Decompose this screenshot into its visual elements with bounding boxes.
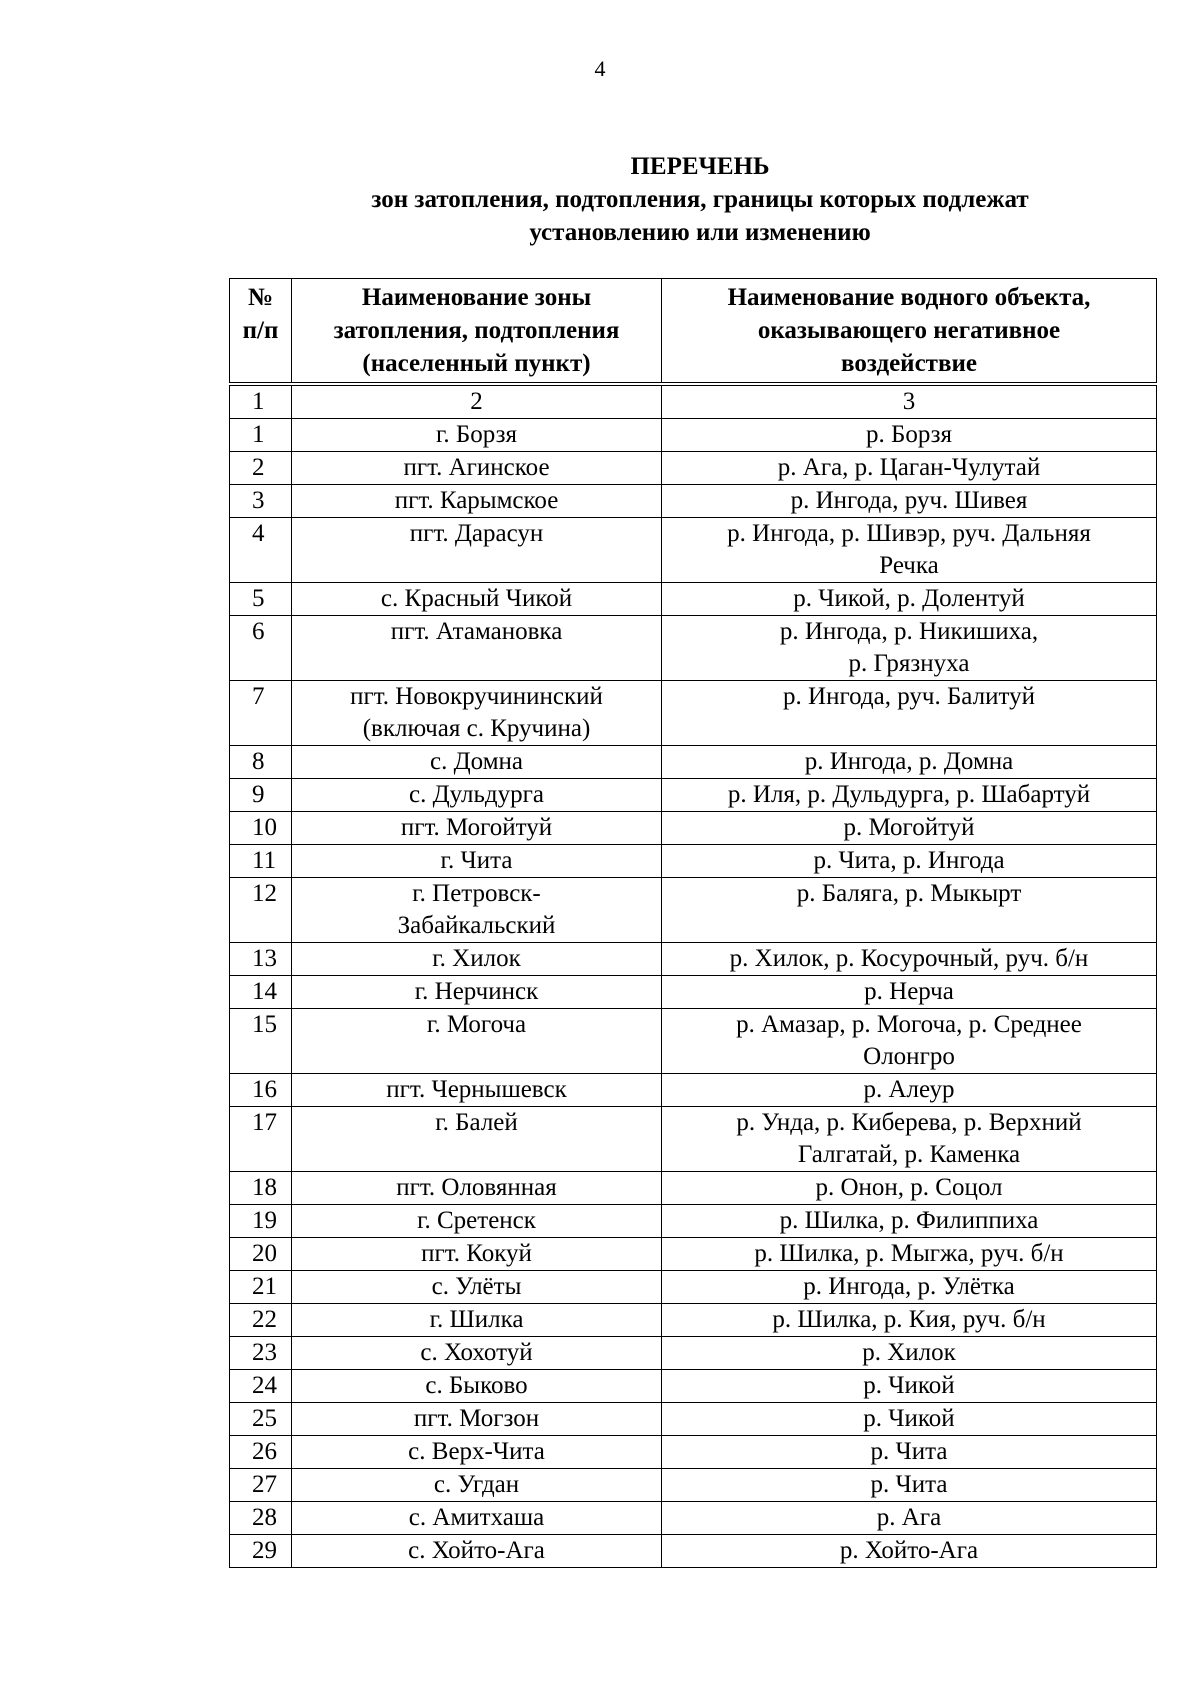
row-number-cell: 8 (230, 746, 292, 779)
water-object-cell (662, 1009, 1157, 1074)
zone-name-line: пгт. Могойтуй (400, 814, 553, 841)
zone-name-cell (292, 943, 662, 976)
water-object-line: р. Хойто-Ага (839, 1537, 979, 1564)
zone-name-cell (292, 1502, 662, 1535)
document-subtitle-line-1: зон затопления, подтопления, границы которых подлежат (371, 186, 1029, 213)
zone-name-line: с. Улёты (431, 1273, 522, 1300)
water-object-line: р. Чита (870, 1438, 948, 1465)
zone-name-cell (292, 976, 662, 1009)
zone-name-cell (292, 1370, 662, 1403)
row-number-cell: 28 (230, 1502, 292, 1535)
water-object-cell (662, 1238, 1157, 1271)
zone-name-cell (292, 1238, 662, 1271)
water-object-cell (662, 1403, 1157, 1436)
zone-name-cell (292, 518, 662, 583)
table-row (230, 943, 1157, 976)
water-object-cell (662, 1337, 1157, 1370)
water-object-line: р. Борзя (865, 421, 953, 448)
zone-name-line: с. Амитхаша (408, 1504, 545, 1531)
row-number-cell: 29 (230, 1535, 292, 1568)
water-object-cell (662, 1172, 1157, 1205)
table-row (230, 419, 1157, 452)
row-number-cell: 5 (230, 583, 292, 616)
row-number-cell: 17 (230, 1107, 292, 1172)
zone-name-line: с. Угдан (433, 1471, 520, 1498)
row-number-cell: 18 (230, 1172, 292, 1205)
zone-name-cell (292, 746, 662, 779)
water-object-cell (662, 746, 1157, 779)
table-row (230, 452, 1157, 485)
table-row (230, 1535, 1157, 1568)
table-row (230, 681, 1157, 746)
zone-name-cell (292, 1271, 662, 1304)
water-object-cell (662, 779, 1157, 812)
water-object-cell (662, 1535, 1157, 1568)
zone-name-line: (включая с. Кручина) (362, 715, 591, 742)
zone-name-line: пгт. Оловянная (396, 1174, 557, 1201)
water-object-line: р. Чита (870, 1471, 948, 1498)
table-row (230, 1009, 1157, 1074)
water-object-line: р. Чита, р. Ингода (813, 847, 1005, 874)
water-object-line: р. Чикой (863, 1372, 955, 1399)
water-object-line: р. Амазар, р. Могоча, р. Среднее (736, 1011, 1082, 1038)
water-object-cell (662, 1469, 1157, 1502)
zone-name-cell (292, 878, 662, 943)
column-number-cell: 1 (230, 384, 292, 419)
zone-name-cell (292, 845, 662, 878)
zone-name-line: г. Петровск- (412, 880, 541, 907)
zone-name-cell (292, 1009, 662, 1074)
zone-name-cell (292, 1205, 662, 1238)
table-body (230, 384, 1157, 1568)
row-number-cell: 12 (230, 878, 292, 943)
zone-name-cell (292, 1172, 662, 1205)
water-object-line: р. Ага (876, 1504, 942, 1531)
water-object-cell (662, 1074, 1157, 1107)
water-object-line: р. Ингода, руч. Шивея (790, 487, 1028, 514)
zone-name-cell (292, 1535, 662, 1568)
document-heading (230, 150, 1170, 249)
table-row (230, 1172, 1157, 1205)
zone-name-cell (292, 1436, 662, 1469)
table-row (230, 845, 1157, 878)
water-object-line: р. Грязнуха (848, 650, 970, 677)
water-object-line: р. Ага, р. Цаган-Чулутай (777, 454, 1041, 481)
water-object-cell (662, 943, 1157, 976)
water-object-cell (662, 1304, 1157, 1337)
zone-name-line: с. Красный Чикой (380, 585, 573, 612)
page-number: 4 (594, 56, 606, 81)
zone-name-line: пгт. Чернышевск (386, 1076, 567, 1103)
column-number-row (230, 384, 1157, 419)
table-row (230, 1436, 1157, 1469)
row-number-cell: 13 (230, 943, 292, 976)
zone-name-line: г. Сретенск (417, 1207, 536, 1234)
water-object-cell (662, 1205, 1157, 1238)
zone-name-line: пгт. Карымское (394, 487, 559, 514)
row-number-cell: 1 (230, 419, 292, 452)
water-object-line: р. Шилка, р. Филиппиха (779, 1207, 1039, 1234)
header-water-line: Наименование водного объекта, (727, 284, 1091, 311)
zone-name-line: Забайкальский (397, 912, 556, 939)
water-object-line: р. Шилка, р. Кия, руч. б/н (772, 1306, 1046, 1333)
row-number-cell: 16 (230, 1074, 292, 1107)
water-object-cell (662, 1107, 1157, 1172)
row-number-cell: 9 (230, 779, 292, 812)
table-header-row (230, 279, 1157, 385)
zone-name-cell (292, 1403, 662, 1436)
row-number-cell: 6 (230, 616, 292, 681)
header-number-line: п/п (242, 317, 279, 344)
column-number-cell: 2 (292, 384, 662, 419)
water-object-line: р. Иля, р. Дульдурга, р. Шабартуй (727, 781, 1091, 808)
table-row (230, 485, 1157, 518)
zone-name-cell (292, 452, 662, 485)
row-number-cell: 24 (230, 1370, 292, 1403)
zone-name-line: пгт. Кокуй (421, 1240, 532, 1267)
water-object-line: р. Алеур (863, 1076, 955, 1103)
header-water-object (662, 279, 1157, 385)
table-row (230, 1469, 1157, 1502)
water-object-line: р. Ингода, р. Шивэр, руч. Дальняя (727, 520, 1091, 547)
water-object-line: р. Чикой, р. Долентуй (793, 585, 1025, 612)
header-number-line: № (247, 284, 274, 311)
row-number-cell: 10 (230, 812, 292, 845)
water-object-cell (662, 485, 1157, 518)
water-object-line: р. Хилок, р. Косурочный, руч. б/н (729, 945, 1089, 972)
table-row (230, 1403, 1157, 1436)
water-object-cell (662, 452, 1157, 485)
table-row (230, 976, 1157, 1009)
header-water-line: оказывающего негативное (757, 317, 1061, 344)
zone-name-line: пгт. Могзон (413, 1405, 540, 1432)
water-object-line: р. Ингода, р. Домна (804, 748, 1014, 775)
row-number-cell: 15 (230, 1009, 292, 1074)
zone-name-line: г. Борзя (436, 421, 517, 448)
water-object-line: р. Нерча (864, 978, 954, 1005)
water-object-cell (662, 1370, 1157, 1403)
row-number-cell: 26 (230, 1436, 292, 1469)
document-subtitle-line-2: установлению или изменению (529, 219, 871, 246)
zone-name-line: г. Чита (440, 847, 513, 874)
row-number-cell: 11 (230, 845, 292, 878)
table-row (230, 746, 1157, 779)
zone-name-cell (292, 616, 662, 681)
row-number-cell: 19 (230, 1205, 292, 1238)
water-object-line: р. Онон, р. Соцол (815, 1174, 1003, 1201)
zone-name-line: пгт. Дарасун (409, 520, 544, 547)
water-object-line: Речка (879, 552, 939, 579)
water-object-line: р. Баляга, р. Мыкырт (796, 880, 1022, 907)
zone-name-cell (292, 1074, 662, 1107)
row-number-cell: 20 (230, 1238, 292, 1271)
zone-name-line: пгт. Новокручининский (350, 683, 603, 710)
table-row (230, 812, 1157, 845)
row-number-cell: 23 (230, 1337, 292, 1370)
row-number-cell: 21 (230, 1271, 292, 1304)
row-number-cell: 27 (230, 1469, 292, 1502)
header-number (230, 279, 292, 385)
zone-name-line: г. Нерчинск (414, 978, 539, 1005)
row-number-cell: 4 (230, 518, 292, 583)
table-row (230, 1205, 1157, 1238)
table-row (230, 518, 1157, 583)
table-row (230, 1271, 1157, 1304)
zone-name-line: с. Хохотуй (420, 1339, 533, 1366)
header-zone-line: Наименование зоны (361, 284, 592, 311)
water-object-line: р. Унда, р. Киберева, р. Верхний (736, 1109, 1082, 1136)
water-object-cell (662, 812, 1157, 845)
zone-name-cell (292, 681, 662, 746)
water-object-cell (662, 976, 1157, 1009)
water-object-line: Олонгро (863, 1043, 955, 1070)
water-object-cell (662, 1436, 1157, 1469)
zone-name-line: с. Хойто-Ага (408, 1537, 545, 1564)
table-row (230, 878, 1157, 943)
zone-name-line: г. Балей (435, 1109, 518, 1136)
table-row (230, 1370, 1157, 1403)
row-number-cell: 14 (230, 976, 292, 1009)
water-object-line: р. Шилка, р. Мыгжа, руч. б/н (754, 1240, 1064, 1267)
table-row (230, 583, 1157, 616)
zone-name-line: с. Быково (425, 1372, 528, 1399)
water-object-cell (662, 681, 1157, 746)
zone-name-line: с. Дульдурга (409, 781, 544, 808)
zone-name-line: г. Шилка (429, 1306, 524, 1333)
header-water-line: воздействие (841, 350, 977, 377)
zone-name-cell (292, 1469, 662, 1502)
row-number-cell: 25 (230, 1403, 292, 1436)
water-object-line: р. Ингода, р. Улётка (803, 1273, 1015, 1300)
table-row (230, 1238, 1157, 1271)
zone-name-line: с. Домна (430, 748, 523, 775)
water-object-cell (662, 878, 1157, 943)
table-row (230, 1107, 1157, 1172)
water-object-line: р. Ингода, р. Никишиха, (779, 618, 1039, 645)
zone-name-cell (292, 419, 662, 452)
table-row (230, 1337, 1157, 1370)
header-zone-line: затопления, подтопления (333, 317, 620, 344)
row-number-cell: 7 (230, 681, 292, 746)
water-object-cell (662, 1271, 1157, 1304)
column-number-cell: 3 (662, 384, 1157, 419)
zone-name-cell (292, 1337, 662, 1370)
water-object-line: р. Хилок (862, 1339, 956, 1366)
table-row (230, 1074, 1157, 1107)
water-object-cell (662, 419, 1157, 452)
header-zone-line: (населенный пункт) (362, 350, 591, 377)
water-object-line: р. Чикой (863, 1405, 955, 1432)
row-number-cell: 2 (230, 452, 292, 485)
water-object-cell (662, 1502, 1157, 1535)
zone-name-cell (292, 1107, 662, 1172)
zone-name-cell (292, 812, 662, 845)
zone-name-cell (292, 779, 662, 812)
table-row (230, 616, 1157, 681)
zone-name-line: пгт. Агинское (403, 454, 550, 481)
table-row (230, 1304, 1157, 1337)
zone-name-cell (292, 485, 662, 518)
water-object-line: р. Могойтуй (843, 814, 975, 841)
water-object-line: Галгатай, р. Каменка (797, 1141, 1021, 1168)
row-number-cell: 22 (230, 1304, 292, 1337)
zone-name-line: г. Могоча (426, 1011, 527, 1038)
zone-name-line: с. Верх-Чита (408, 1438, 545, 1465)
table-row (230, 1502, 1157, 1535)
zone-name-cell (292, 583, 662, 616)
zone-name-line: пгт. Атамановка (390, 618, 563, 645)
header-zone-name (292, 279, 662, 385)
water-object-cell (662, 845, 1157, 878)
water-object-cell (662, 583, 1157, 616)
document-title: ПЕРЕЧЕНЬ (630, 153, 770, 180)
water-object-cell (662, 616, 1157, 681)
table-row (230, 779, 1157, 812)
flood-zones-table (229, 278, 1157, 1568)
water-object-line: р. Ингода, руч. Балитуй (783, 683, 1035, 710)
zone-name-cell (292, 1304, 662, 1337)
row-number-cell: 3 (230, 485, 292, 518)
zone-name-line: г. Хилок (432, 945, 521, 972)
water-object-cell (662, 518, 1157, 583)
